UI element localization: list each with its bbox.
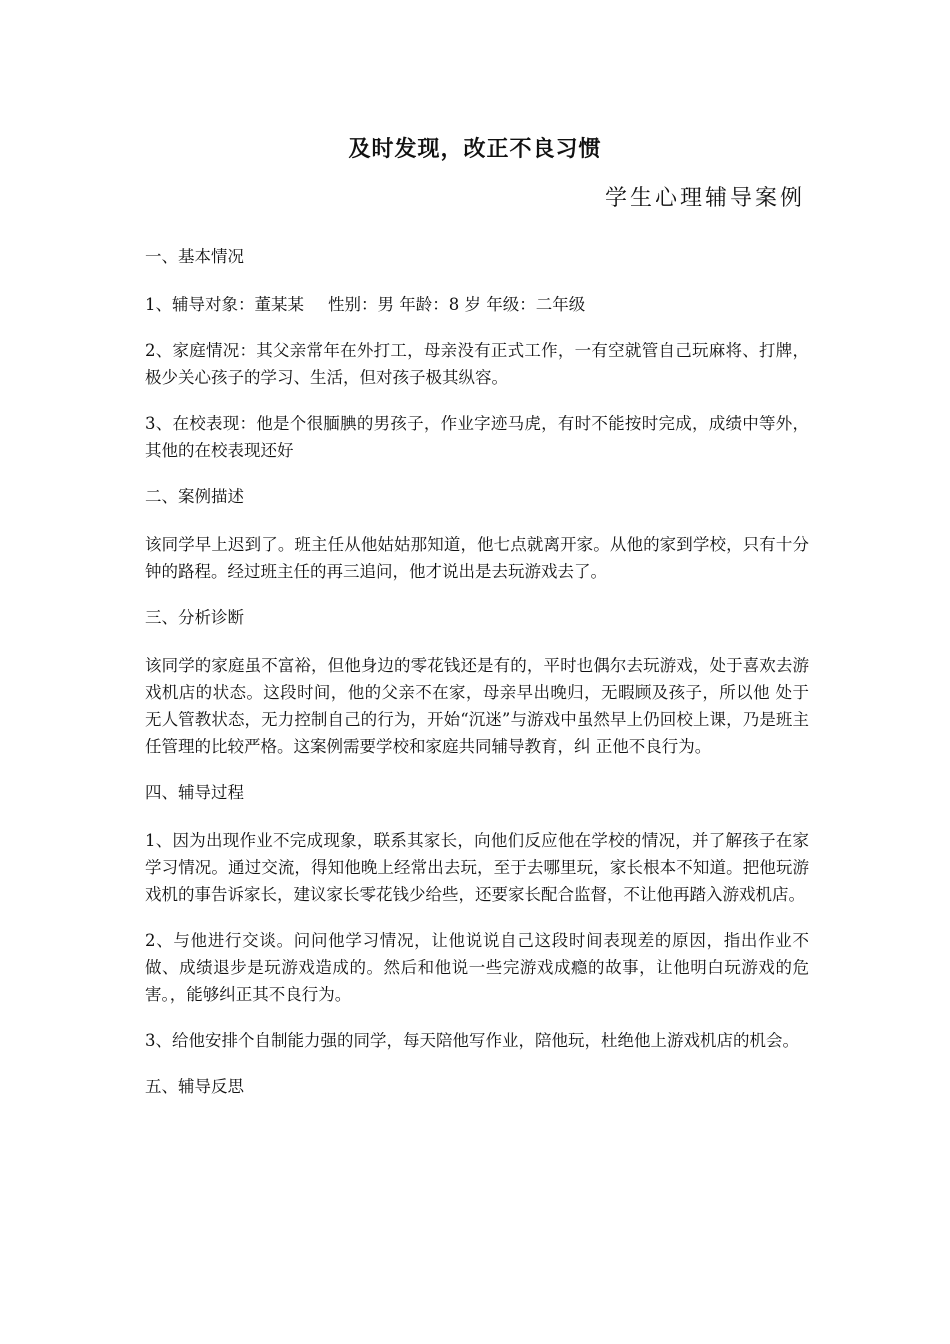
paragraph-subject-info	[145, 291, 809, 318]
paragraph-case-description: 该同学早上迟到了。班主任从他姑姑那知道，他七点就离开家。从他的家到学校，只有十分钟的路程。经过班主任的再三追问，他才说出是去玩游戏去了。	[145, 535, 809, 581]
paragraph-process-step-2: 2、与他进行交谈。问问他学习情况，让他说说自己这段时间表现差的原因，指出作业不做、成绩退步是玩游戏造成的。然后和他说一些完游戏成瘾的故事，让他明白玩游戏的危害。，能够纠正其不良行为。	[145, 931, 809, 1004]
section-heading-basic-info: 一、基本情况	[145, 247, 244, 266]
section-heading-counseling-process: 四、辅导过程	[145, 783, 244, 802]
section-heading-reflection: 五、辅导反思	[145, 1077, 244, 1096]
subject-name: 1、辅导对象：董某某	[145, 295, 304, 314]
paragraph-family-situation: 2、家庭情况：其父亲常年在外打工，母亲没有正式工作，一有空就管自己玩麻将、打牌，极少关心孩子的学习、生活，但对孩子极其纵容。	[145, 341, 809, 387]
subject-details: 性别：男 年龄：8 岁 年级：二年级	[328, 295, 586, 314]
document-body	[145, 243, 809, 1121]
document-title: 及时发现，改正不良习惯	[348, 136, 602, 162]
paragraph-analysis: 该同学的家庭虽不富裕，但他身边的零花钱还是有的，平时也偶尔去玩游戏，处于喜欢去游戏机店的状态。这段时间，他的父亲不在家，母亲早出晚归，无暇顾及孩子，所以他 处于无人管教状态，无力控制自己的行为，开始“沉迷”与游戏中虽然早上仍回校上课，乃是班主任管理的比较严格。这案例需要学校和家庭共同辅导教育，纠 正他不良行为。	[145, 656, 809, 756]
section-heading-case-description: 二、案例描述	[145, 487, 244, 506]
paragraph-process-step-3: 3、给他安排个自制能力强的同学，每天陪他写作业，陪他玩，杜绝他上游戏机店的机会。	[145, 1031, 799, 1050]
paragraph-process-step-1: 1、因为出现作业不完成现象，联系其家长，向他们反应他在学校的情况，并了解孩子在家学习情况。通过交流，得知他晚上经常出去玩，至于去哪里玩，家长根本不知道。把他玩游戏机的事告诉家长，建议家长零花钱少给些，还要家长配合监督，不让他再踏入游戏机店。	[145, 831, 809, 904]
document-subtitle: 学生心理辅导案例	[604, 186, 805, 211]
paragraph-school-performance: 3、在校表现：他是个很腼腆的男孩子，作业字迹马虎，有时不能按时完成，成绩中等外，其他的在校表现还好	[145, 414, 809, 460]
section-heading-analysis: 三、分析诊断	[145, 608, 244, 627]
